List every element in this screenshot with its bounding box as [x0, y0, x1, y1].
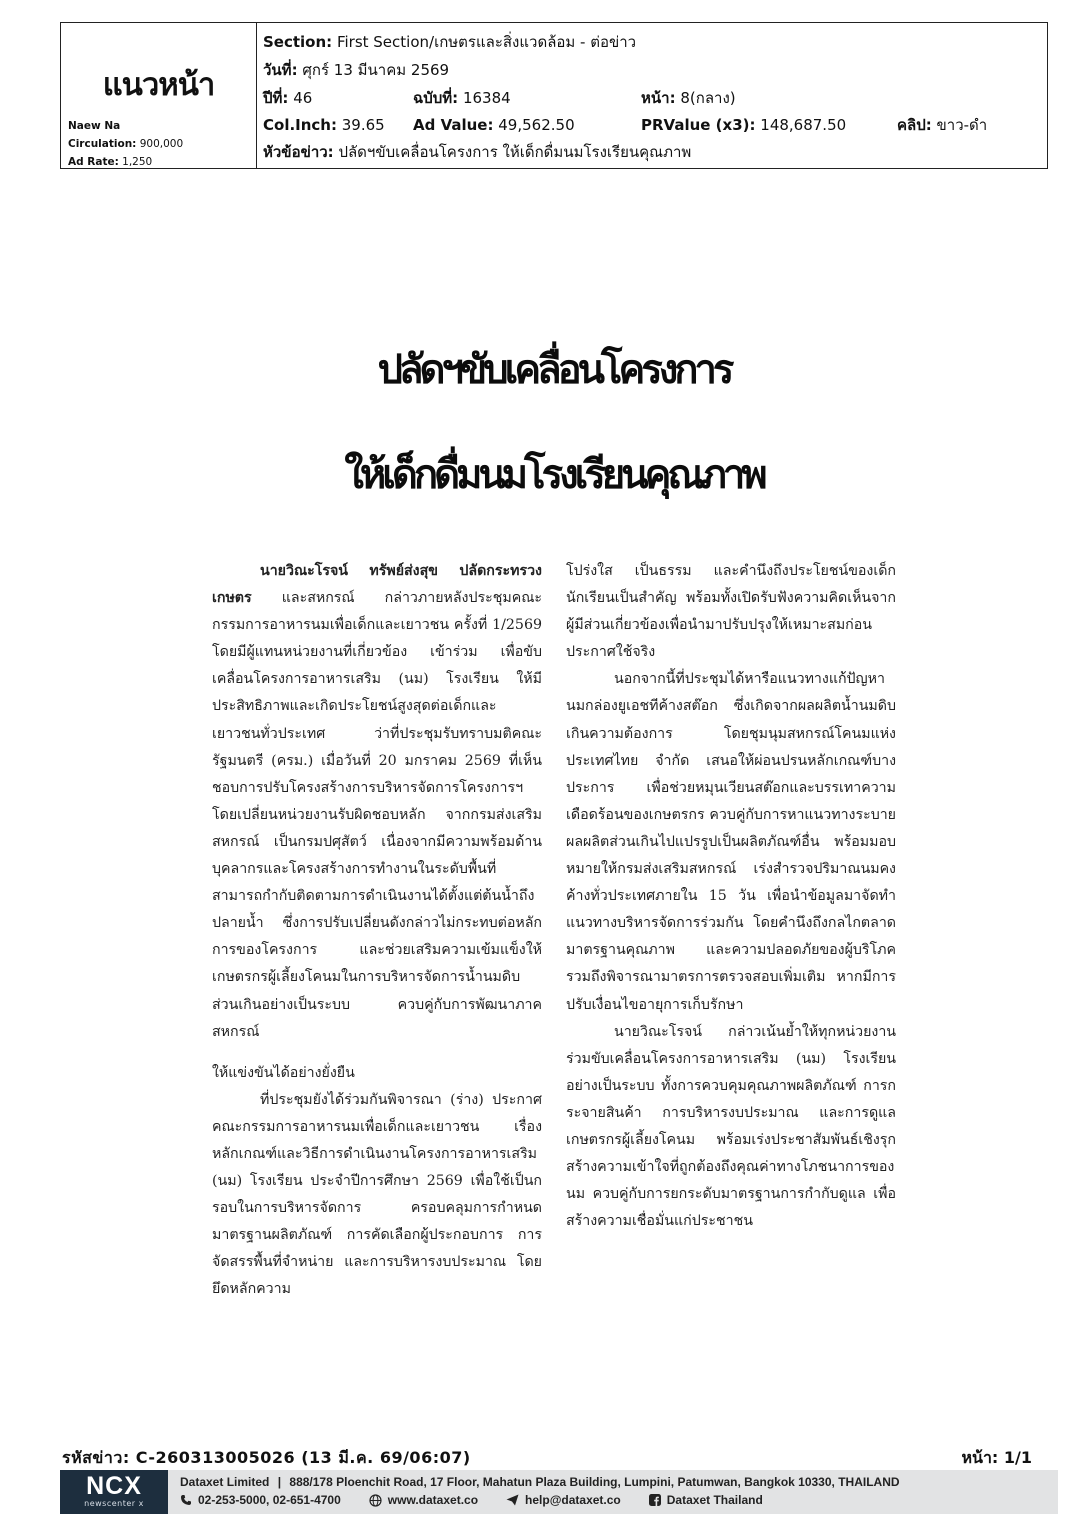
publication-name: Naew Na — [68, 120, 121, 132]
ncx-logo-text: NCX — [86, 1472, 142, 1500]
globe-icon — [369, 1494, 382, 1507]
prvalue-value: 148,687.50 — [760, 116, 847, 134]
lead-name: นายวิณะโรจน์ ทรัพย์ส่งสุข ปลัดกระทรวงเกษตร — [212, 563, 542, 607]
ad-rate-value: 1,250 — [122, 156, 153, 168]
company-info — [168, 1470, 1058, 1514]
company-address-line: Dataxet Limited | 888/178 Ploenchit Road, 17 Floor, Mahatun Plaza Building, Lumpini, Patumwan, Bangkok 10330, THAILAND — [180, 1475, 900, 1489]
section-value: First Section/เกษตรและสิ่งแวดล้อม - ต่อข่าว — [336, 33, 637, 51]
issue-row — [263, 84, 1023, 112]
circulation-value: 900,000 — [139, 138, 184, 150]
headline-row — [263, 138, 691, 166]
phone-contact — [180, 1493, 341, 1507]
page-count: หน้า: 1/1 — [961, 1448, 1032, 1467]
clip-label: คลิป: — [897, 116, 932, 134]
facebook-icon — [649, 1494, 661, 1506]
article-paragraph-1 — [212, 558, 542, 1046]
page-label: หน้า: — [641, 89, 676, 107]
paragraph-1-end: ให้แข่งขันได้อย่างยั่งยืน — [212, 1064, 355, 1081]
value-row — [263, 111, 1043, 139]
article-paragraph-2: ที่ประชุมยังได้ร่วมกันพิจารณา (ร่าง) ประกาศคณะกรรมการอาหารนมเพื่อเด็กและเยาวชน เรื่อง หลักเกณฑ์และวิธีการดำเนินงานโครงการอาหารเสริม (นม) โรงเรียน ประจำปีการศึกษา 2569 เพื่อใช้เป็นกรอบในการบริหารจัดการ ครอบคลุมการกำหนดมาตรฐานผลิตภัณฑ์ การคัดเลือกผู้ประกอบการ การจัดสรรพื้นที่จำหน่าย และการบริหารงบประมาณ โดยยึดหลักความ — [212, 1091, 542, 1298]
section-label: Section: — [263, 33, 333, 51]
company-address: 888/178 Ploenchit Road, 17 Floor, Mahatun Plaza Building, Lumpini, Patumwan, Bangkok 10330, THAILAND — [289, 1475, 900, 1489]
email-contact[interactable] — [506, 1493, 621, 1507]
issue-value: 16384 — [462, 89, 511, 107]
date-label: วันที่: — [263, 61, 298, 79]
facebook-contact[interactable] — [649, 1493, 763, 1507]
ncx-logo-subtext: newscenter x — [84, 1499, 144, 1508]
headline-label: หัวข้อข่าว: — [263, 143, 334, 161]
article-paragraph-4: นายวิณะโรจน์ กล่าวเน้นย้ำให้ทุกหน่วยงานร่วมขับเคลื่อนโครงการอาหารเสริม (นม) โรงเรียนอย่างเป็นระบบ ทั้งการควบคุมคุณภาพผลิตภัณฑ์ การกระจายสินค้า การบริหารงบประมาณ และการดูแลเกษตรกรผู้เลี้ยงโคนม พร้อมเร่งประชาสัมพันธ์เชิงรุกสร้างความเข้าใจที่ถูกต้องถึงคุณค่าทางโภชนาการของนม ควบคู่กับการยกระดับมาตรฐานการกำกับดูแล เพื่อสร้างความเชื่อมั่นแก่ประชาชน — [566, 1023, 896, 1230]
publication-meta — [68, 117, 183, 171]
article-column-right — [566, 558, 896, 1235]
prvalue-label: PRValue (x3): — [641, 116, 756, 134]
paragraph-1-text: และสหกรณ์ กล่าวภายหลังประชุมคณะกรรมการอาหารนมเพื่อเด็กและเยาวชน ครั้งที่ 1/2569 โดยมีผู้แทนหน่วยงานที่เกี่ยวข้อง เข้าร่วม เพื่อขับเคลื่อนโครงการอาหารเสริม (นม) โรงเรียน ให้มีประสิทธิภาพและเกิดประโยชน์สูงสุดต่อเด็กและเยาวชนทั่วประเทศ ว่าที่ประชุมรับทราบมติคณะรัฐมนตรี (ครม.) เมื่อวันที่ 20 มกราคม 2569 ที่เห็นชอบการปรับโครงสร้างการบริหารจัดการโครงการฯ โดยเปลี่ยนหน่วยงานรับผิดชอบหลัก จากกรมส่งเสริมสหกรณ์ เป็นกรมปศุสัตว์ เนื่องจากมีความพร้อมด้านบุคลากรและโครงสร้างการทำงานในระดับพื้นที่ สามารถกำกับติดตามการดำเนินงานได้ตั้งแต่ต้นน้ำถึงปลายน้ำ ซึ่งการปรับเปลี่ยนดังกล่าวไม่กระทบต่อหลักการของโครงการ และช่วยเสริมความเข้มแข็งให้เกษตรกรผู้เลี้ยงโคนมในการบริหารจัดการน้ำนมดิบส่วนเกินอย่างเป็นระบบ ควบคู่กับการพัฒนาภาคสหกรณ์ — [212, 590, 542, 1040]
page-value: 8(กลาง) — [680, 89, 736, 107]
website-contact[interactable] — [369, 1493, 478, 1507]
article-paragraph-3: นอกจากนี้ที่ประชุมได้หารือแนวทางแก้ปัญหานมกล่องยูเอชทีค้างสต๊อก ซึ่งเกิดจากผลผลิตน้ำนมดิบเกินความต้องการ โดยชุมนุมสหกรณ์โคนมแห่งประเทศไทย จำกัด เสนอให้ผ่อนปรนหลักเกณฑ์บางประการ เพื่อช่วยหมุนเวียนสต๊อกและบรรเทาความเดือดร้อนของเกษตรกร ควบคู่กับการหาแนวทางระบายผลผลิตส่วนเกินไปแปรรูปเป็นผลิตภัณฑ์อื่น พร้อมมอบหมายให้กรมส่งเสริมสหกรณ์ เร่งสำรวจปริมาณนมคงค้างทั่วประเทศภายใน 15 วัน เพื่อนำข้อมูลมาจัดทำแนวทางบริหารจัดการร่วมกัน โดยคำนึงถึงกลไกตลาด มาตรฐานคุณภาพ และความปลอดภัยของผู้บริโภค รวมถึงพิจารณามาตรการตรวจสอบเพิ่มเติม หากมีการปรับเงื่อนไขอายุการเก็บรักษา — [566, 671, 896, 1013]
article-column-left — [212, 558, 542, 1304]
publication-logo: แนวหน้า — [102, 67, 215, 103]
article-headline-line-2: ให้เด็กดื่มนมโรงเรียนคุณภาพ — [344, 452, 764, 498]
colinch-label: Col.Inch: — [263, 116, 337, 134]
news-code: รหัสข่าว: C-260313005026 (13 มี.ค. 69/06:07) — [62, 1448, 471, 1467]
website-link[interactable]: www.dataxet.co — [387, 1493, 479, 1507]
year-value: 46 — [293, 89, 313, 107]
advalue-label: Ad Value: — [413, 116, 494, 134]
date-row — [263, 56, 449, 84]
send-icon — [506, 1494, 519, 1506]
email-link[interactable]: help@dataxet.co — [525, 1493, 621, 1507]
advalue-value: 49,562.50 — [498, 116, 575, 134]
phone-numbers: 02-253-5000, 02-651-4700 — [198, 1493, 341, 1507]
year-label: ปีที่: — [263, 89, 289, 107]
clipping-meta — [257, 23, 1047, 168]
headline-value: ปลัดฯขับเคลื่อนโครงการ ให้เด็กดื่มนมโรงเรียนคุณภาพ — [338, 143, 692, 161]
facebook-link[interactable]: Dataxet Thailand — [666, 1493, 763, 1507]
issue-label: ฉบับที่: — [413, 89, 459, 107]
paragraph-2-continued: โปร่งใส เป็นธรรม และคำนึงถึงประโยชน์ของเด็กนักเรียนเป็นสำคัญ พร้อมทั้งเปิดรับฟังความคิดเห็นจากผู้มีส่วนเกี่ยวข้องเพื่อนำมาปรับปรุงให้เหมาะสมก่อนประกาศใช้จริง — [566, 563, 896, 661]
ad-rate-label: Ad Rate: — [68, 156, 119, 168]
article-headline-line-1: ปลัดฯขับเคลื่อนโครงการ — [377, 347, 731, 393]
clip-value: ขาว-ดำ — [936, 116, 988, 134]
publication-box — [61, 23, 257, 168]
footer-bar — [60, 1470, 1058, 1514]
ncx-logo — [60, 1470, 168, 1514]
date-value: ศุกร์ 13 มีนาคม 2569 — [302, 61, 450, 79]
circulation-label: Circulation: — [68, 138, 137, 150]
section-row — [263, 28, 636, 56]
phone-icon — [180, 1494, 192, 1506]
clipping-header — [60, 22, 1048, 169]
company-name: Dataxet Limited — [180, 1475, 270, 1489]
company-contacts — [180, 1493, 791, 1507]
colinch-value: 39.65 — [341, 116, 385, 134]
